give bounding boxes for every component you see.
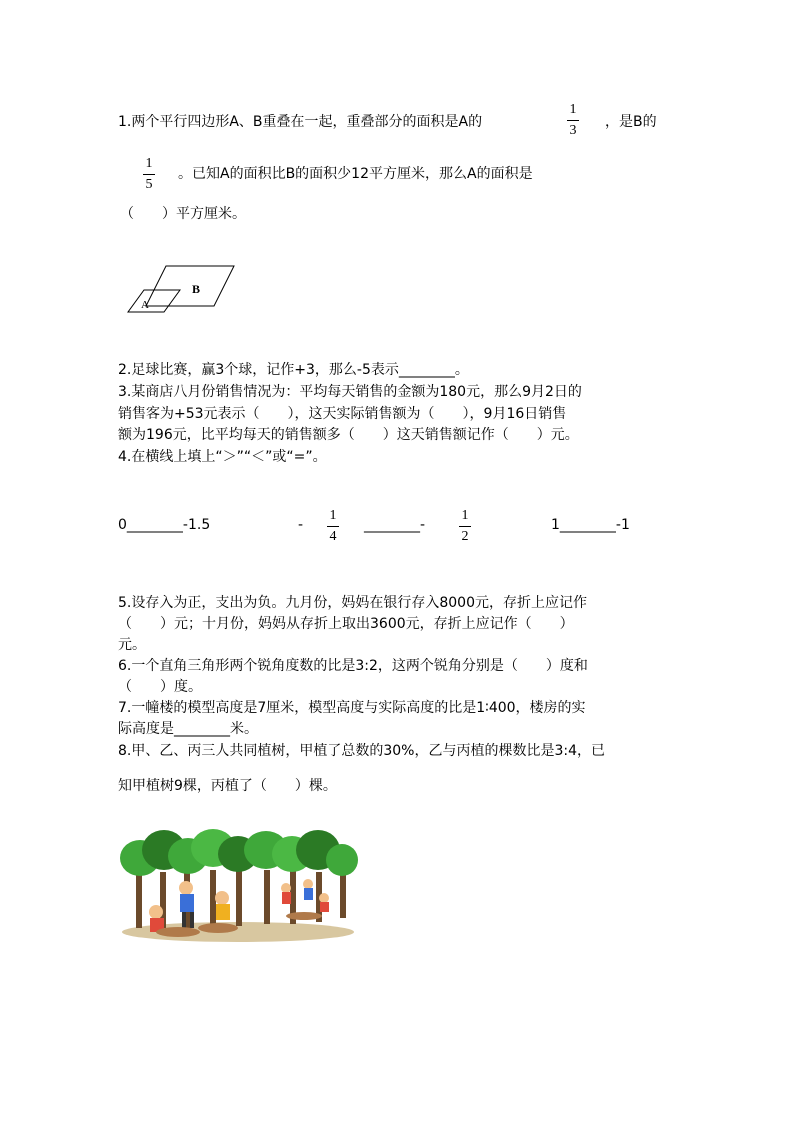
q1-fraction-1-3: [567, 102, 579, 139]
q6-line-2: （ ）度。: [118, 679, 202, 695]
q2-text: 2.足球比赛，赢3个球，记作+3，那么-5表示________。: [118, 362, 469, 378]
q8-line-2: 知甲植树9棵，丙植了（ ）棵。: [118, 778, 337, 794]
fraction-bar: [327, 526, 339, 527]
q5-line-3: 元。: [118, 637, 146, 653]
fraction-denominator: 2: [461, 529, 469, 544]
q4-title: 4.在横线上填上“＞”“＜”或“=”。: [118, 449, 327, 465]
label-b: B: [192, 282, 201, 296]
q4-fraction-1-4: [327, 508, 339, 545]
parallelogram-diagram: [124, 262, 240, 318]
fraction-bar: [459, 526, 471, 527]
q3-line-1: 3.某商店八月份销售情况为：平均每天销售的金额为180元，那么9月2日的: [118, 384, 582, 400]
fraction-numerator: 1: [329, 508, 337, 523]
q4-item-1: 0________-1.5: [118, 517, 211, 533]
parallelogram-a: [128, 290, 180, 312]
q1-fraction-1-5: [143, 156, 155, 193]
q1-text-a: 1.两个平行四边形A、B重叠在一起，重叠部分的面积是A的: [118, 114, 483, 130]
fraction-bar: [567, 120, 579, 121]
tree-canopies: [120, 829, 358, 876]
q3-line-2: 销售客为+53元表示（ ），这天实际销售额为（ ），9月16日销售: [118, 406, 567, 422]
label-a: A: [141, 299, 149, 311]
fraction-denominator: 4: [329, 529, 337, 544]
fraction-denominator: 5: [145, 177, 153, 192]
q8-line-1: 8.甲、乙、丙三人共同植树，甲植了总数的30%，乙与丙植的棵数比是3:4，已: [118, 743, 606, 759]
q7-line-2: 际高度是________米。: [118, 721, 258, 737]
q3-line-3: 额为196元，比平均每天的销售额多（ ）这天销售额记作（ ）元。: [118, 427, 579, 443]
fraction-numerator: 1: [569, 102, 577, 117]
fraction-numerator: 1: [145, 156, 153, 171]
q4-item-3: 1________-1: [551, 517, 630, 533]
fraction-numerator: 1: [461, 508, 469, 523]
tree-planting-illustration: [118, 828, 360, 948]
q1-text-d: （ ）平方厘米。: [120, 206, 246, 222]
q4-item-2-mid: ________-: [364, 517, 426, 533]
fraction-denominator: 3: [569, 123, 577, 138]
q4-item-2-minus: -: [298, 517, 304, 533]
parallelogram-b: [146, 266, 234, 306]
q5-line-2: （ ）元；十月份，妈妈从存折上取出3600元，存折上应记作（ ）: [118, 616, 574, 632]
fraction-bar: [143, 174, 155, 175]
q1-text-c: 。已知A的面积比B的面积少12平方厘米，那么A的面积是: [178, 166, 533, 182]
q6-line-1: 6.一个直角三角形两个锐角度数的比是3:2，这两个锐角分别是（ ）度和: [118, 658, 588, 674]
q4-fraction-1-2: [459, 508, 471, 545]
q7-line-1: 7.一幢楼的模型高度是7厘米，模型高度与实际高度的比是1∶400，楼房的实: [118, 700, 586, 716]
q1-text-b: ，是B的: [605, 114, 657, 130]
q5-line-1: 5.设存入为正，支出为负。九月份，妈妈在银行存入8000元，存折上应记作: [118, 595, 587, 611]
